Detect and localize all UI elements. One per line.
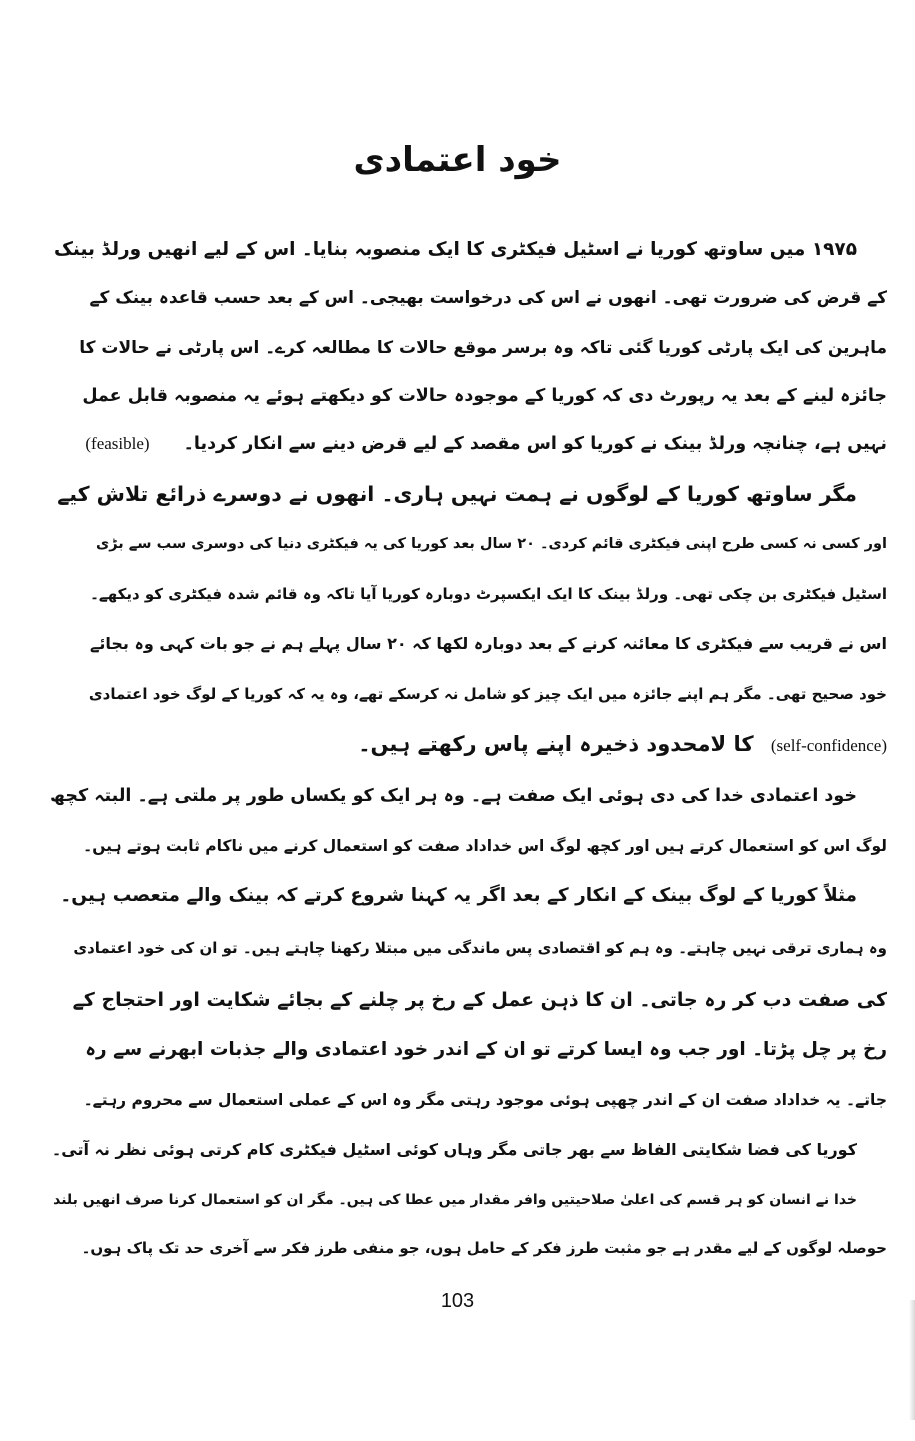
chapter-title: خود اعتمادی	[353, 140, 562, 180]
text-segment: کا لامحدود ذخیرہ اپنے پاس رکھتے ہیں۔	[358, 732, 754, 756]
text-line: خود صحیح تھی۔ مگر ہم اپنے جائزہ میں ایک چیز کو شامل نہ کرسکے تھے، وہ یہ کہ کوریا کے لوگ خود اعتمادی	[88, 685, 887, 703]
text-line: جاتے۔ یہ خداداد صفت ان کے اندر چھپی ہوئی موجود رہتی مگر وہ اس کے عملی استعمال سے محروم رہتے۔	[83, 1091, 887, 1109]
text-line: لوگ اس کو استعمال کرتے ہیں اور کچھ لوگ اس خداداد صفت کو استعمال کرنے میں ناکام ثابت ہوتے ہیں۔	[83, 837, 887, 855]
page-number: 103	[440, 1290, 475, 1312]
scan-edge-shadow	[909, 1300, 915, 1420]
english-gloss-feasible: (feasible)	[85, 434, 150, 453]
text-line: کوریا کی فضا شکایتی الفاظ سے بھر جاتی مگر وہاں کوئی اسٹیل فیکٹری کام کرتی ہوئی نظر نہ آتی۔	[51, 1140, 857, 1159]
text-line: جائزہ لینے کے بعد یہ رپورٹ دی کہ کوریا کے موجودہ حالات کو دیکھتے ہوئے یہ منصوبہ قابل عمل	[82, 386, 887, 406]
text-line-with-gloss	[85, 424, 887, 464]
english-gloss-self-confidence: (self-confidence)	[770, 736, 887, 755]
text-line: اور کسی نہ کسی طرح اپنی فیکٹری قائم کردی۔ ۲۰ سال بعد کوریا کی یہ فیکٹری دنیا کی دوسری سب سے بڑی	[95, 536, 887, 552]
text-line: ۱۹۷۵ میں ساوتھ کوریا نے اسٹیل فیکٹری کا ایک منصوبہ بنایا۔ اس کے لیے انھیں ورلڈ بینک	[53, 239, 857, 260]
text-line: ماہرین کی ایک پارٹی کوریا گئی تاکہ وہ برسر موقع حالات کا مطالعہ کرے۔ اس پارٹی نے حالات کا	[79, 338, 887, 358]
text-line: اسٹیل فیکٹری بن چکی تھی۔ ورلڈ بینک کا ایک ایکسپرٹ دوبارہ کوریا آیا تاکہ وہ قائم شدہ فیکٹری کو دیکھے۔	[90, 585, 887, 603]
text-line-with-gloss	[358, 724, 887, 764]
text-line: حوصلہ لوگوں کے لیے مقدر ہے جو مثبت طرز فکر کے حامل ہوں، جو منفی طرز فکر سے آخری حد تک پاک ہوں۔	[81, 1239, 887, 1257]
text-segment: نہیں ہے، چنانچہ ورلڈ بینک نے کوریا کو اس مقصد کے لیے قرض دینے سے انکار کردیا۔	[183, 434, 887, 454]
text-line: اس نے قریب سے فیکٹری کا معائنہ کرنے کے بعد دوبارہ لکھا کہ ۲۰ سال پہلے ہم نے جو بات کہی وہ بجائے	[89, 634, 887, 653]
text-line: خدا نے انسان کو ہر قسم کی اعلیٰ صلاحیتیں وافر مقدار میں عطا کی ہیں۔ مگر ان کو استعمال کرنا صرف انھیں بلند	[53, 1192, 857, 1208]
text-line: مگر ساوتھ کوریا کے لوگوں نے ہمت نہیں ہاری۔ انھوں نے دوسرے ذرائع تلاش کیے	[57, 482, 857, 506]
text-line: خود اعتمادی خدا کی دی ہوئی ایک صفت ہے۔ وہ ہر ایک کو یکساں طور پر ملتی ہے۔ البتہ کچھ	[50, 786, 857, 806]
text-line: رخ پر چل پڑتا۔ اور جب وہ ایسا کرتے تو ان کے اندر خود اعتمادی والے جذبات ابھرنے سے رہ	[85, 1039, 887, 1060]
text-line: وہ ہماری ترقی نہیں چاہتے۔ وہ ہم کو اقتصادی پس ماندگی میں مبتلا رکھنا چاہتے ہیں۔ تو ان کی خود اعتمادی	[73, 939, 887, 957]
text-line: مثلاً کوریا کے لوگ بینک کے انکار کے بعد اگر یہ کہنا شروع کرتے کہ بینک والے متعصب ہیں۔	[60, 885, 857, 906]
text-line: کی صفت دب کر رہ جاتی۔ ان کا ذہن عمل کے رخ پر چلنے کے بجائے شکایت اور احتجاج کے	[72, 989, 887, 1011]
text-line: کے قرض کی ضرورت تھی۔ انھوں نے اس کی درخواست بھیجی۔ اس کے بعد حسب قاعدہ بینک کے	[89, 288, 887, 308]
